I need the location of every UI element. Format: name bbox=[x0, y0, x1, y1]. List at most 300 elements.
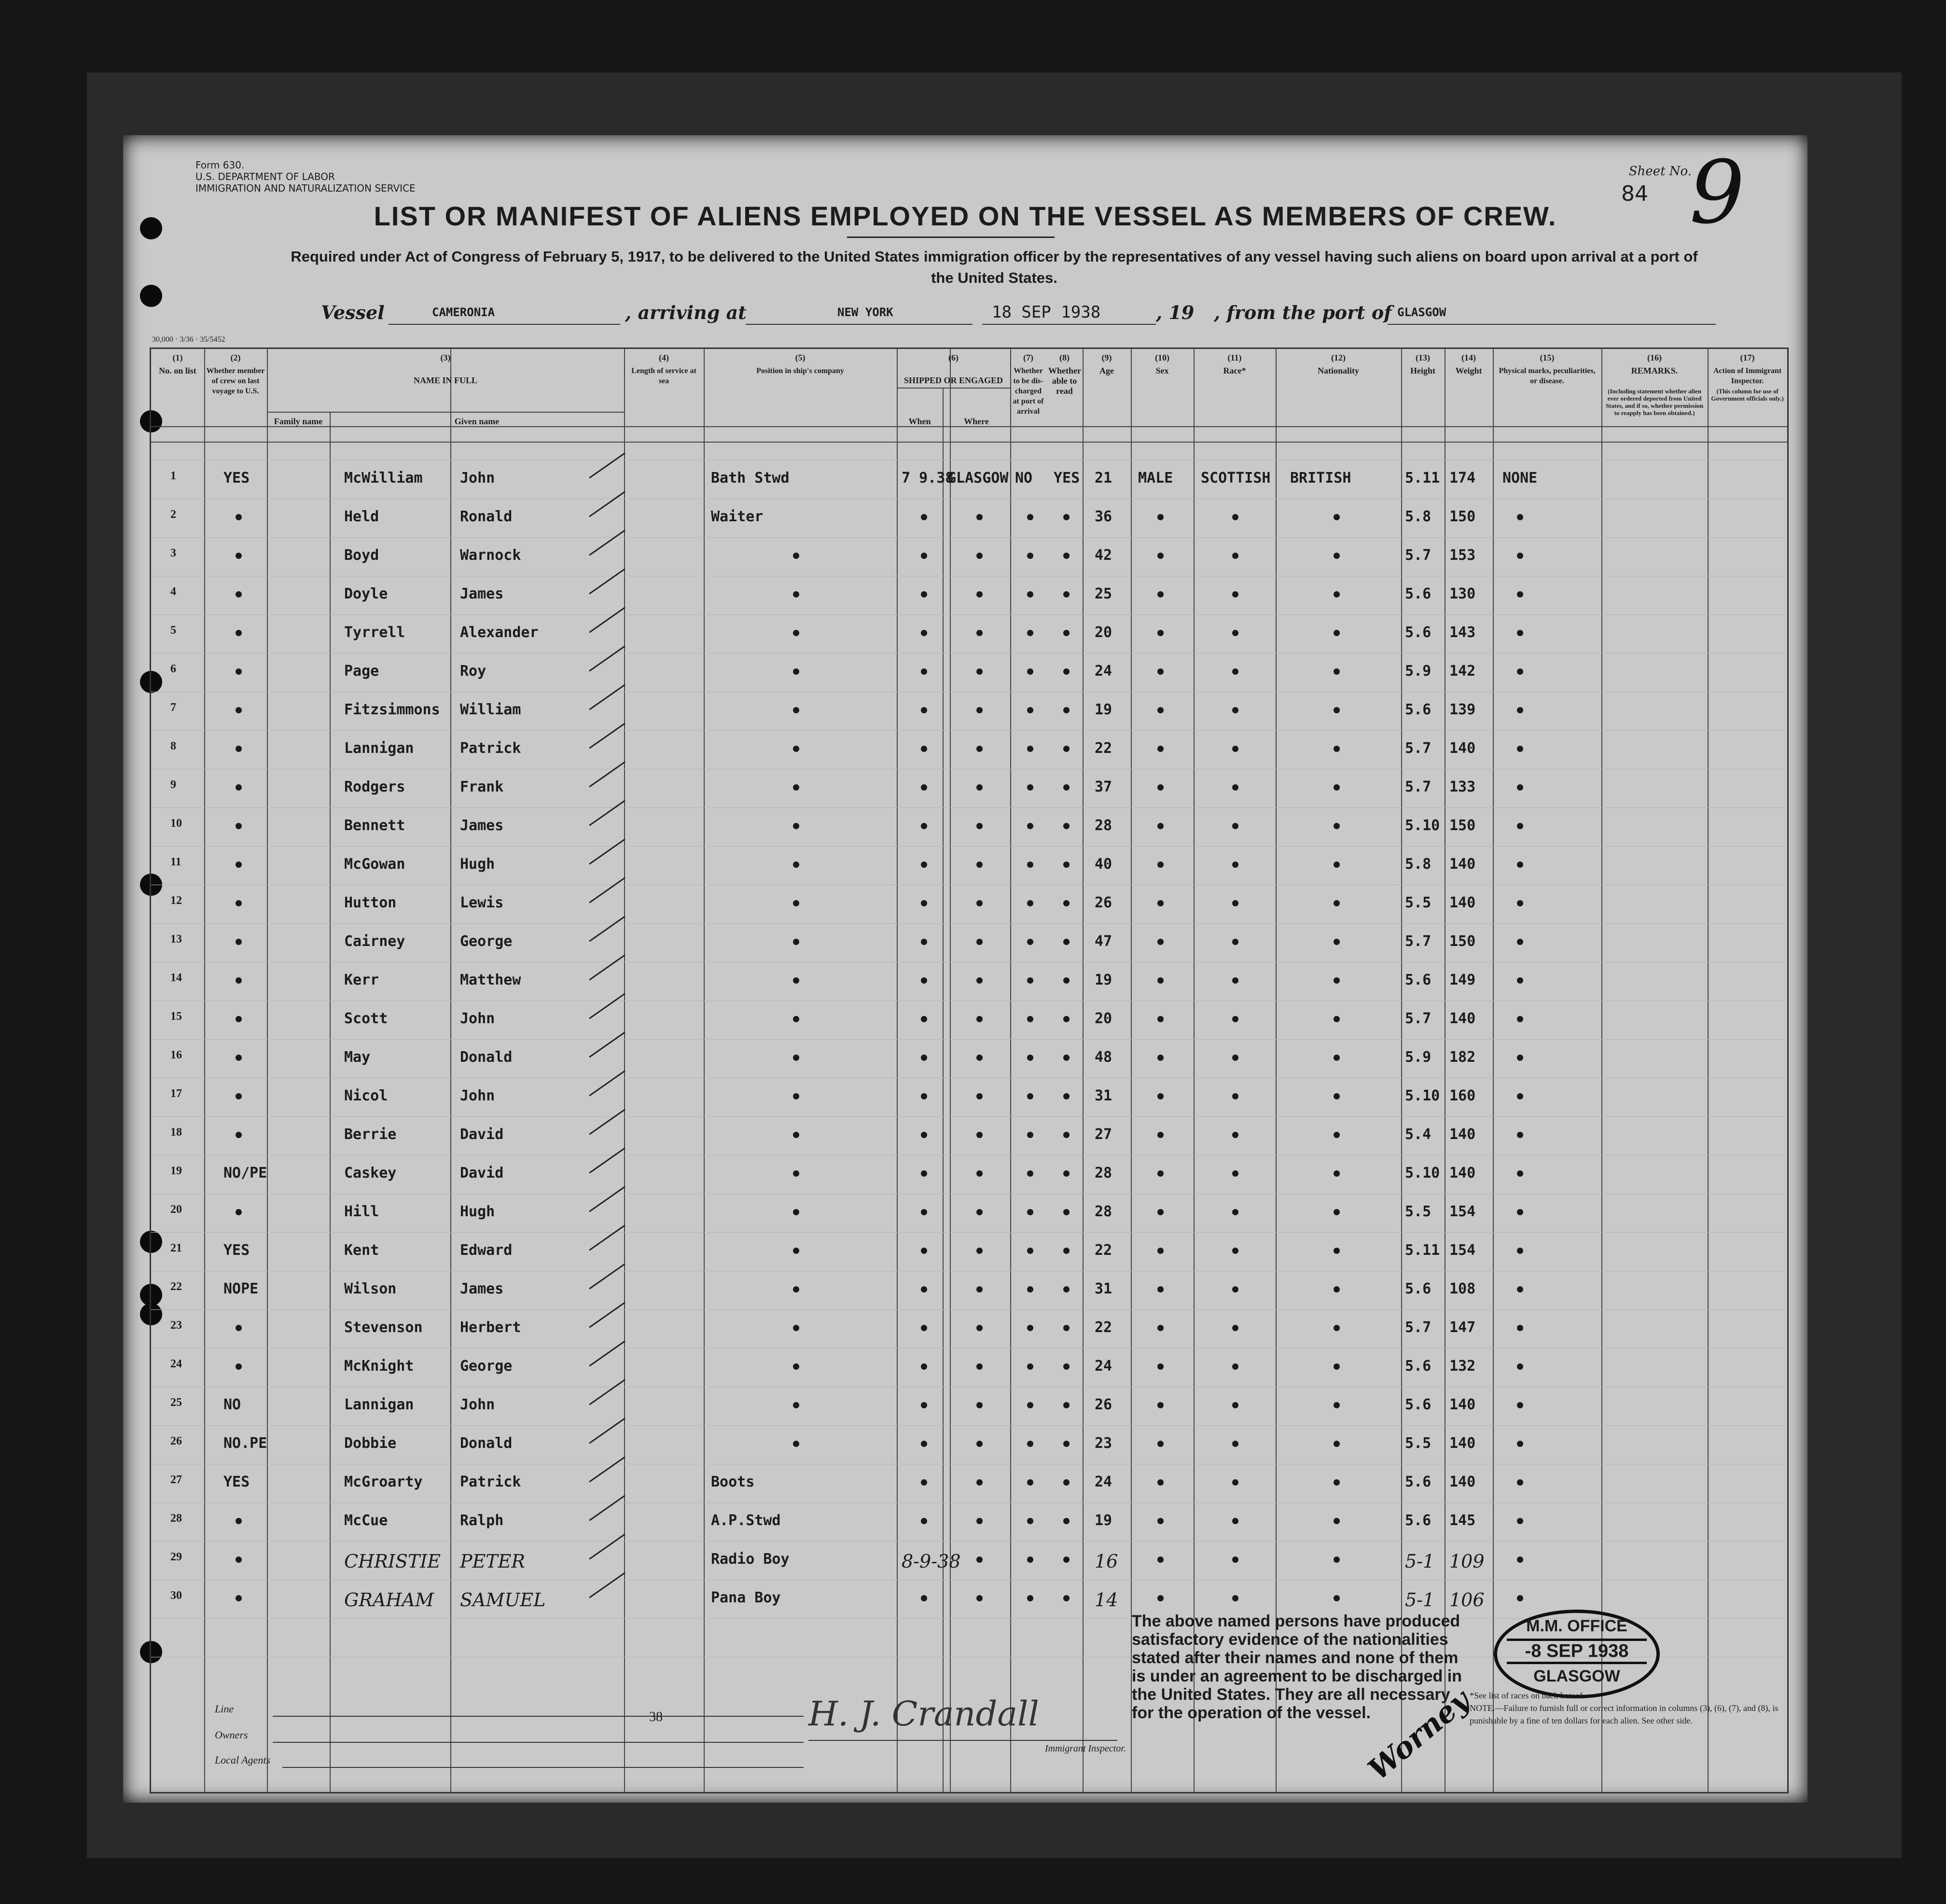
ditto-mark bbox=[976, 1286, 983, 1292]
crew-sex: MALE bbox=[1138, 470, 1173, 486]
crew-height: 5.7 bbox=[1405, 933, 1432, 950]
ditto-mark bbox=[1027, 1170, 1033, 1177]
crew-prev: NOPE bbox=[223, 1280, 259, 1297]
column-header: Whether to be dis-charged at port of arrival bbox=[1013, 367, 1044, 416]
crew-given: Patrick bbox=[460, 740, 521, 757]
crew-age: 26 bbox=[1095, 894, 1112, 911]
row-rule bbox=[151, 1502, 1787, 1503]
crew-age: 16 bbox=[1095, 1551, 1118, 1572]
ditto-mark bbox=[976, 1055, 983, 1061]
crew-age: 31 bbox=[1095, 1087, 1112, 1104]
ditto-mark bbox=[236, 1055, 242, 1061]
ditto-mark bbox=[1157, 553, 1164, 559]
column-header: Height bbox=[1410, 366, 1435, 375]
crew-age: 26 bbox=[1095, 1396, 1112, 1413]
ditto-mark bbox=[1517, 553, 1523, 559]
ditto-mark bbox=[1232, 1557, 1238, 1563]
crew-given: Hugh bbox=[460, 1203, 495, 1220]
ditto-mark bbox=[1027, 784, 1033, 791]
crew-age: 19 bbox=[1095, 1512, 1112, 1529]
ditto-mark bbox=[793, 900, 799, 906]
crew-position: Pana Boy bbox=[711, 1589, 781, 1606]
crew-weight: 140 bbox=[1449, 1126, 1476, 1143]
ditto-mark bbox=[1027, 1093, 1033, 1099]
ditto-mark bbox=[1517, 1286, 1523, 1292]
service: IMMIGRATION AND NATURALIZATION SERVICE bbox=[195, 182, 416, 194]
crew-no: 6 bbox=[170, 663, 176, 675]
ditto-mark bbox=[793, 1402, 799, 1408]
crew-height: 5.5 bbox=[1405, 1435, 1432, 1452]
ditto-mark bbox=[1517, 1325, 1523, 1331]
ditto-mark bbox=[1517, 900, 1523, 906]
crew-height: 5.6 bbox=[1405, 972, 1432, 988]
column-header: No. on list bbox=[159, 366, 196, 375]
ditto-mark bbox=[1157, 977, 1164, 984]
vessel-label: Vessel bbox=[321, 302, 385, 323]
ditto-mark bbox=[793, 1441, 799, 1447]
ditto-mark bbox=[1063, 1441, 1070, 1447]
ditto-mark bbox=[976, 1441, 983, 1447]
ditto-mark bbox=[1027, 553, 1033, 559]
year-label: , 19 bbox=[1156, 302, 1195, 323]
ditto-mark bbox=[236, 630, 242, 636]
ditto-mark bbox=[1157, 668, 1164, 675]
crew-given: Alexander bbox=[460, 624, 539, 641]
ditto-mark bbox=[236, 1325, 242, 1331]
check-mark bbox=[589, 1533, 625, 1559]
arriving-label: , arriving at bbox=[625, 302, 747, 323]
row-rule bbox=[151, 1039, 1787, 1040]
ditto-mark bbox=[976, 1016, 983, 1022]
ditto-mark bbox=[1027, 939, 1033, 945]
crew-prev: YES bbox=[223, 1473, 250, 1490]
row-rule bbox=[151, 614, 1787, 615]
check-mark bbox=[589, 1263, 625, 1289]
ditto-mark bbox=[1063, 591, 1070, 598]
ditto-mark bbox=[976, 1209, 983, 1215]
ditto-mark bbox=[1517, 1402, 1523, 1408]
ditto-mark bbox=[1232, 1016, 1238, 1022]
check-mark bbox=[589, 877, 625, 903]
ditto-mark bbox=[1517, 707, 1523, 713]
ditto-mark bbox=[1157, 900, 1164, 906]
ditto-mark bbox=[236, 553, 242, 559]
ditto-mark bbox=[236, 514, 242, 520]
column-rule bbox=[897, 349, 898, 1792]
ditto-mark bbox=[921, 1170, 927, 1177]
ditto-mark bbox=[236, 784, 242, 791]
ditto-mark bbox=[1334, 668, 1340, 675]
crew-nationality: BRITISH bbox=[1290, 470, 1351, 486]
underline bbox=[273, 1716, 804, 1717]
crew-weight: 140 bbox=[1449, 1435, 1476, 1452]
crew-age: 37 bbox=[1095, 778, 1112, 795]
ditto-mark bbox=[1157, 1479, 1164, 1486]
column-header: Position in ship's company bbox=[756, 367, 844, 375]
ditto-mark bbox=[1334, 977, 1340, 984]
ditto-mark bbox=[1232, 784, 1238, 791]
ditto-mark bbox=[976, 862, 983, 868]
header-rule bbox=[267, 412, 624, 413]
ditto-mark bbox=[793, 1055, 799, 1061]
crew-family: Kerr bbox=[344, 972, 379, 988]
underline bbox=[746, 324, 973, 325]
crew-age: 40 bbox=[1095, 856, 1112, 873]
ditto-mark bbox=[1063, 1325, 1070, 1331]
ditto-mark bbox=[921, 900, 927, 906]
check-mark bbox=[589, 993, 625, 1019]
crew-prev: NO/PE bbox=[223, 1165, 267, 1181]
crew-height: 5.6 bbox=[1405, 624, 1432, 641]
crew-family: Berrie bbox=[344, 1126, 397, 1143]
ditto-mark bbox=[1027, 1363, 1033, 1370]
ditto-mark bbox=[1517, 862, 1523, 868]
office-stamp bbox=[1494, 1610, 1660, 1698]
check-mark bbox=[589, 1572, 625, 1598]
crew-no: 20 bbox=[170, 1203, 182, 1216]
crew-prev: YES bbox=[223, 470, 250, 486]
ditto-mark bbox=[1157, 1557, 1164, 1563]
ditto-mark bbox=[236, 1132, 242, 1138]
ditto-mark bbox=[921, 746, 927, 752]
department: U.S. DEPARTMENT OF LABOR bbox=[195, 171, 335, 182]
ditto-mark bbox=[1157, 1595, 1164, 1601]
ditto-mark bbox=[1334, 746, 1340, 752]
column-rule bbox=[1401, 349, 1402, 1792]
crew-height: 5-1 bbox=[1405, 1589, 1435, 1611]
crew-height: 5.10 bbox=[1405, 1165, 1440, 1181]
crew-read: YES bbox=[1054, 470, 1080, 486]
margin-mark: 38 bbox=[649, 1709, 663, 1724]
ditto-mark bbox=[1063, 1209, 1070, 1215]
inspector-signature: H. J. Crandall bbox=[808, 1694, 1039, 1734]
crew-given: Roy bbox=[460, 663, 486, 680]
ditto-mark bbox=[1157, 1286, 1164, 1292]
ditto-mark bbox=[1517, 1248, 1523, 1254]
ditto-mark bbox=[921, 591, 927, 598]
ditto-mark bbox=[976, 1479, 983, 1486]
crew-no: 10 bbox=[170, 817, 182, 830]
column-number: (1) bbox=[172, 353, 183, 362]
ditto-mark bbox=[921, 1248, 927, 1254]
column-rule bbox=[950, 349, 951, 1792]
column-subheader: Where bbox=[964, 417, 989, 426]
ditto-mark bbox=[793, 1093, 799, 1099]
column-rule bbox=[1194, 349, 1195, 1792]
ditto-mark bbox=[236, 862, 242, 868]
crew-family: Page bbox=[344, 663, 379, 680]
crew-weight: 149 bbox=[1449, 972, 1476, 988]
ditto-mark bbox=[1517, 939, 1523, 945]
crew-no: 22 bbox=[170, 1280, 182, 1293]
ditto-mark bbox=[1517, 1595, 1523, 1601]
crew-family: Boyd bbox=[344, 547, 379, 564]
ditto-mark bbox=[1157, 784, 1164, 791]
crew-height: 5.11 bbox=[1405, 470, 1440, 486]
ditto-mark bbox=[236, 1557, 242, 1563]
crew-no: 26 bbox=[170, 1435, 182, 1447]
manifest-page bbox=[123, 135, 1807, 1803]
ditto-mark bbox=[793, 1248, 799, 1254]
ditto-mark bbox=[1063, 1248, 1070, 1254]
ditto-mark bbox=[1027, 977, 1033, 984]
ditto-mark bbox=[1334, 939, 1340, 945]
check-mark bbox=[589, 645, 625, 671]
row-rule bbox=[151, 537, 1787, 538]
column-number: (5) bbox=[795, 353, 806, 362]
ditto-mark bbox=[976, 1132, 983, 1138]
ditto-mark bbox=[1063, 1595, 1070, 1601]
ditto-mark bbox=[236, 746, 242, 752]
ditto-mark bbox=[1063, 514, 1070, 520]
ditto-mark bbox=[1157, 1441, 1164, 1447]
crew-no: 9 bbox=[170, 778, 176, 791]
ditto-mark bbox=[1232, 514, 1238, 520]
check-mark bbox=[589, 723, 625, 749]
ditto-mark bbox=[1027, 591, 1033, 598]
ditto-mark bbox=[1334, 1016, 1340, 1022]
crew-weight: 150 bbox=[1449, 817, 1476, 834]
ditto-mark bbox=[1334, 1209, 1340, 1215]
crew-family: Cairney bbox=[344, 933, 405, 950]
ditto-mark bbox=[976, 591, 983, 598]
ditto-mark bbox=[1517, 1518, 1523, 1524]
crew-family: Dobbie bbox=[344, 1435, 397, 1452]
ditto-mark bbox=[976, 1363, 983, 1370]
sheet-number: 9 bbox=[1689, 142, 1745, 243]
ditto-mark bbox=[921, 1595, 927, 1601]
ditto-mark bbox=[793, 1286, 799, 1292]
crew-weight: 140 bbox=[1449, 894, 1476, 911]
crew-no: 30 bbox=[170, 1589, 182, 1602]
crew-given: SAMUEL bbox=[460, 1589, 546, 1611]
crew-given: George bbox=[460, 1358, 513, 1375]
column-rule bbox=[1083, 349, 1084, 1792]
ditto-mark bbox=[921, 823, 927, 829]
row-rule bbox=[151, 846, 1787, 847]
crew-given: David bbox=[460, 1126, 504, 1143]
crew-given: PETER bbox=[460, 1551, 526, 1572]
form-header bbox=[195, 159, 416, 194]
ditto-mark bbox=[1157, 746, 1164, 752]
ditto-mark bbox=[921, 1209, 927, 1215]
ditto-mark bbox=[1157, 1055, 1164, 1061]
column-rule bbox=[330, 412, 331, 1792]
column-number: (17) bbox=[1740, 353, 1755, 362]
row-rule bbox=[151, 1541, 1787, 1542]
ditto-mark bbox=[1334, 1441, 1340, 1447]
ditto-mark bbox=[921, 630, 927, 636]
ditto-mark bbox=[1232, 1055, 1238, 1061]
crew-family: Doyle bbox=[344, 585, 388, 602]
crew-family: Kent bbox=[344, 1242, 379, 1259]
ditto-mark bbox=[1063, 1402, 1070, 1408]
crew-family: Caskey bbox=[344, 1165, 397, 1181]
ditto-mark bbox=[1063, 1479, 1070, 1486]
crew-family: Scott bbox=[344, 1010, 388, 1027]
ditto-mark bbox=[1517, 784, 1523, 791]
crew-given: John bbox=[460, 1087, 495, 1104]
ditto-mark bbox=[1157, 862, 1164, 868]
crew-age: 14 bbox=[1095, 1589, 1118, 1611]
check-mark bbox=[589, 954, 625, 980]
ditto-mark bbox=[976, 553, 983, 559]
ditto-mark bbox=[1027, 1016, 1033, 1022]
column-number: (14) bbox=[1461, 353, 1476, 362]
column-number: (13) bbox=[1416, 353, 1430, 362]
crew-age: 23 bbox=[1095, 1435, 1112, 1452]
ditto-mark bbox=[1232, 1093, 1238, 1099]
ditto-mark bbox=[1232, 1286, 1238, 1292]
ditto-mark bbox=[1517, 668, 1523, 675]
underline bbox=[808, 1740, 1117, 1741]
column-header: SHIPPED OR ENGAGED bbox=[904, 375, 1003, 385]
ditto-mark bbox=[1157, 514, 1164, 520]
crew-age: 24 bbox=[1095, 1358, 1112, 1375]
ditto-mark bbox=[1027, 1209, 1033, 1215]
crew-family: Nicol bbox=[344, 1087, 388, 1104]
check-mark bbox=[589, 1340, 625, 1366]
inspector-label: Immigrant Inspector. bbox=[1045, 1743, 1126, 1754]
column-note: (Including statement whether alien ever ordered deported from United States, and if so, whether permission to reapply has been obtained.) bbox=[1605, 388, 1704, 417]
ditto-mark bbox=[921, 784, 927, 791]
crew-weight: 150 bbox=[1449, 933, 1476, 950]
ditto-mark bbox=[1517, 1093, 1523, 1099]
ditto-mark bbox=[1334, 1055, 1340, 1061]
crew-family: May bbox=[344, 1049, 371, 1066]
column-header: Length of service at sea bbox=[631, 367, 696, 385]
crew-discharged: NO bbox=[1015, 470, 1033, 486]
crew-family: McKnight bbox=[344, 1358, 414, 1375]
column-header: Race* bbox=[1223, 366, 1246, 375]
sheet-label: Sheet No. bbox=[1628, 164, 1692, 179]
column-number: (8) bbox=[1059, 353, 1070, 362]
ditto-mark bbox=[1334, 591, 1340, 598]
column-header: Age bbox=[1099, 366, 1114, 375]
ditto-mark bbox=[1334, 1170, 1340, 1177]
column-header: Whether member of crew on last voyage to U.S. bbox=[206, 367, 265, 395]
ditto-mark bbox=[1027, 707, 1033, 713]
column-note: (This column for use of Government officials only.) bbox=[1711, 388, 1784, 402]
ditto-mark bbox=[1334, 1093, 1340, 1099]
crew-age: 22 bbox=[1095, 740, 1112, 757]
ditto-mark bbox=[236, 900, 242, 906]
crew-height: 5.5 bbox=[1405, 1203, 1432, 1220]
check-mark bbox=[589, 607, 625, 633]
crew-age: 28 bbox=[1095, 817, 1112, 834]
crew-weight: 142 bbox=[1449, 663, 1476, 680]
check-mark bbox=[589, 1070, 625, 1096]
check-mark bbox=[589, 684, 625, 710]
ditto-mark bbox=[1063, 668, 1070, 675]
crew-age: 47 bbox=[1095, 933, 1112, 950]
ditto-mark bbox=[1334, 1132, 1340, 1138]
crew-age: 27 bbox=[1095, 1126, 1112, 1143]
crew-height: 5.6 bbox=[1405, 1280, 1432, 1297]
crew-weight: 154 bbox=[1449, 1203, 1476, 1220]
crew-weight: 147 bbox=[1449, 1319, 1476, 1336]
ditto-mark bbox=[1157, 939, 1164, 945]
crew-weight: 140 bbox=[1449, 1165, 1476, 1181]
ditto-mark bbox=[921, 1441, 927, 1447]
crew-no: 11 bbox=[170, 856, 181, 868]
crew-no: 27 bbox=[170, 1473, 182, 1486]
ditto-mark bbox=[1232, 630, 1238, 636]
ditto-mark bbox=[1232, 553, 1238, 559]
crew-position: A.P.Stwd bbox=[711, 1512, 781, 1529]
ditto-mark bbox=[1063, 900, 1070, 906]
crew-family: Hill bbox=[344, 1203, 379, 1220]
column-rule bbox=[1276, 349, 1277, 1792]
crew-height: 5.10 bbox=[1405, 1087, 1440, 1104]
crew-prev: NO.PE bbox=[223, 1435, 267, 1452]
ditto-mark bbox=[1517, 977, 1523, 984]
check-mark bbox=[589, 1379, 625, 1405]
column-number: (12) bbox=[1331, 353, 1346, 362]
ditto-mark bbox=[1157, 707, 1164, 713]
crew-no: 1 bbox=[170, 470, 176, 482]
ditto-mark bbox=[976, 1557, 983, 1563]
crew-weight: 182 bbox=[1449, 1049, 1476, 1066]
from-port: GLASGOW bbox=[1397, 306, 1446, 319]
ditto-mark bbox=[921, 1363, 927, 1370]
check-mark bbox=[589, 1147, 625, 1173]
crew-given: David bbox=[460, 1165, 504, 1181]
crew-given: Lewis bbox=[460, 894, 504, 911]
crew-no: 25 bbox=[170, 1396, 182, 1409]
ditto-mark bbox=[793, 746, 799, 752]
ditto-mark bbox=[921, 1093, 927, 1099]
ditto-mark bbox=[1027, 668, 1033, 675]
ditto-mark bbox=[236, 1093, 242, 1099]
ditto-mark bbox=[236, 591, 242, 598]
ditto-mark bbox=[1157, 1209, 1164, 1215]
ditto-mark bbox=[1232, 1363, 1238, 1370]
ditto-mark bbox=[236, 977, 242, 984]
row-rule bbox=[151, 1232, 1787, 1233]
ditto-mark bbox=[976, 1518, 983, 1524]
ditto-mark bbox=[921, 707, 927, 713]
crew-no: 18 bbox=[170, 1126, 182, 1139]
row-rule bbox=[151, 807, 1787, 808]
crew-height: 5.9 bbox=[1405, 1049, 1432, 1066]
crew-weight: 153 bbox=[1449, 547, 1476, 564]
crew-given: James bbox=[460, 585, 504, 602]
crew-given: Hugh bbox=[460, 856, 495, 873]
check-mark bbox=[589, 1495, 625, 1521]
column-rule bbox=[704, 349, 705, 1792]
check-mark bbox=[589, 568, 625, 594]
crew-age: 24 bbox=[1095, 1473, 1112, 1490]
ditto-mark bbox=[1232, 939, 1238, 945]
column-rule bbox=[1601, 349, 1602, 1792]
crew-given: Ronald bbox=[460, 508, 513, 525]
ditto-mark bbox=[1517, 1479, 1523, 1486]
underline bbox=[389, 324, 620, 325]
ditto-mark bbox=[1232, 1248, 1238, 1254]
ditto-mark bbox=[1232, 977, 1238, 984]
ditto-mark bbox=[1334, 1248, 1340, 1254]
crew-table bbox=[150, 347, 1789, 1793]
crew-no: 4 bbox=[170, 585, 176, 598]
ditto-mark bbox=[976, 1325, 983, 1331]
crew-family: GRAHAM bbox=[344, 1589, 434, 1611]
footer-notes bbox=[1470, 1689, 1798, 1727]
ditto-mark bbox=[1027, 1557, 1033, 1563]
crew-height: 5.7 bbox=[1405, 1010, 1432, 1027]
crew-given: Donald bbox=[460, 1435, 513, 1452]
ditto-mark bbox=[1157, 1363, 1164, 1370]
